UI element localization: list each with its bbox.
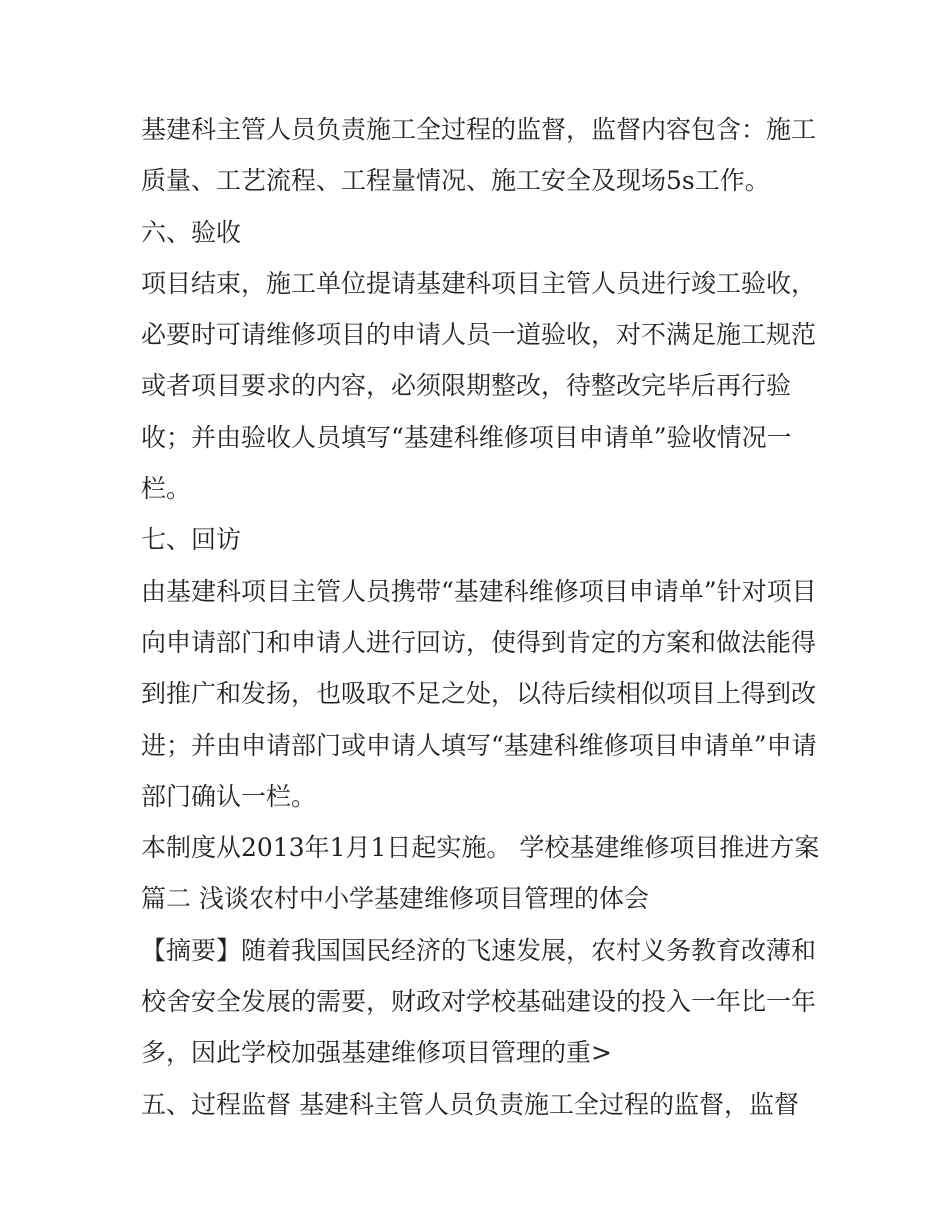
- text-line: 篇二 浅谈农村中小学基建维修项目管理的体会: [141, 884, 649, 914]
- text-line: 基建科主管人员负责施工全过程的监督，监督内容包含：施工: [141, 115, 817, 144]
- section-heading: 七、回访: [141, 525, 242, 555]
- text-line: 部门确认一栏。: [141, 781, 317, 811]
- text-line: 校舍安全发展的需要，财政对学校基础建设的投入一年比一年: [141, 987, 817, 1017]
- text-line: 质量、工艺流程、工程量情况、施工安全及现场5s工作。: [141, 166, 770, 196]
- text-line: 【摘要】随着我国国民经济的飞速发展，农村义务教育改薄和: [141, 935, 817, 965]
- text-line: 五、过程监督 基建科主管人员负责施工全过程的监督，监督: [141, 1089, 799, 1119]
- document-body: [141, 104, 821, 1130]
- text-line: 多，因此学校加强基建维修项目管理的重>: [141, 1038, 612, 1068]
- text-line: 由基建科项目主管人员携带“基建科维修项目申请单”针对项目: [141, 576, 817, 606]
- text-line: 向申请部门和申请人进行回访，使得到肯定的方案和做法能得: [141, 627, 817, 657]
- text-line: 栏。: [141, 474, 192, 504]
- text-line: 收；并由验收人员填写“基建科维修项目申请单”验收情况一: [141, 422, 792, 452]
- text-line: 或者项目要求的内容，必须限期整改，待整改完毕后再行验: [141, 371, 792, 401]
- text-line: 进；并由申请部门或申请人填写“基建科维修项目申请单”申请: [141, 730, 817, 760]
- text-line: 到推广和发扬，也吸取不足之处，以待后续相似项目上得到改: [141, 679, 817, 709]
- text-line: 本制度从2013年1月1日起实施。 学校基建维修项目推进方案: [141, 833, 820, 863]
- text-line: 项目结束，施工单位提请基建科项目主管人员进行竣工验收，: [141, 268, 817, 298]
- text-line: 必要时可请维修项目的申请人员一道验收，对不满足施工规范: [141, 320, 817, 350]
- section-heading: 六、验收: [141, 217, 242, 247]
